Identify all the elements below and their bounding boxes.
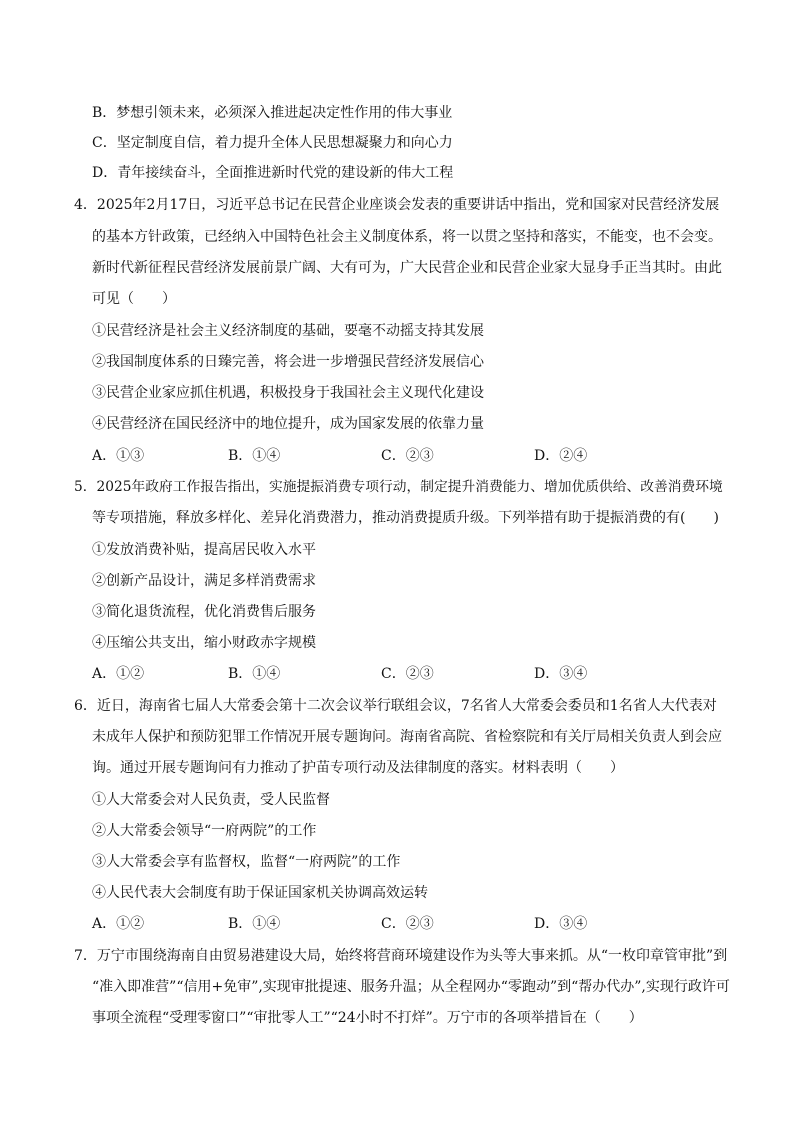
q4-stem-line-2: 的基本方针政策，已经纳入中国特色社会主义制度体系，将一以贯之坚持和落实，不能变，也不会变。 (92, 229, 722, 245)
q4-item-4: ④民营经济在国民经济中的地位提升，成为国家发展的依靠力量 (92, 416, 484, 432)
q6-stem-line-3: 询。通过开展专题询问有力推动了护苗专项行动及法律制度的落实。材料表明（ ） (92, 760, 624, 776)
q4-choice-a: A．①③ (92, 448, 145, 464)
q5-item-3: ③简化退货流程，优化消费售后服务 (92, 604, 316, 620)
q5-choice-a: A．①② (92, 666, 145, 682)
q5-item-2: ②创新产品设计，满足多样消费需求 (92, 573, 316, 589)
q7-stem-line-2: “准入即准营”“信用+免审”,实现审批提速、服务升温；从全程网办“零跑动”到“帮办代办”,实现行政许可 (92, 979, 730, 995)
q3-option-c: C．坚定制度自信，着力提升全体人民思想凝聚力和向心力 (92, 135, 453, 151)
q4-stem-line-4: 可见（ ） (92, 291, 176, 307)
q4-stem-line-3: 新时代新征程民营经济发展前景广阔、大有可为，广大民营企业和民营企业家大显身手正当其时。由此 (92, 260, 722, 276)
q6-item-1: ①人大常委会对人民负责，受人民监督 (92, 792, 330, 808)
q6-item-2: ②人大常委会领导“一府两院”的工作 (92, 823, 317, 839)
q3-option-d: D．青年接续奋斗，全面推进新时代党的建设新的伟大工程 (92, 165, 454, 181)
q6-choice-a: A．①② (92, 916, 145, 932)
q6-stem-line-2: 未成年人保护和预防犯罪工作情况开展专题询问。海南省高院、省检察院和有关厅局相关负责人到会应 (92, 729, 722, 745)
q6-item-3: ③人大常委会享有监督权，监督“一府两院”的工作 (92, 854, 401, 870)
q4-choice-c: C．②③ (381, 448, 434, 464)
q4-stem-line-1: 4．2025年2月17日，习近平总书记在民营企业座谈会发表的重要讲话中指出，党和国家对民营经济发展 (74, 197, 720, 213)
q4-item-2: ②我国制度体系的日臻完善，将会进一步增强民营经济发展信心 (92, 354, 484, 370)
q5-item-1: ①发放消费补贴，提高居民收入水平 (92, 542, 316, 558)
q4-choice-d: D．②④ (534, 448, 588, 464)
q5-choice-c: C．②③ (381, 666, 434, 682)
q4-item-1: ①民营经济是社会主义经济制度的基础，要毫不动摇支持其发展 (92, 323, 484, 339)
q6-choice-d: D．③④ (534, 916, 588, 932)
q5-choice-d: D．③④ (534, 666, 588, 682)
q7-stem-line-1: 7．万宁市围绕海南自由贸易港建设大局，始终将营商环境建设作为头等大事来抓。从“一枚印章管审批”到 (74, 948, 728, 964)
q7-stem-line-3: 事项全流程“受理零窗口”“审批零人工”“24小时不打烊”。万宁市的各项举措旨在（ ） (92, 1010, 643, 1026)
q6-item-4: ④人民代表大会制度有助于保证国家机关协调高效运转 (92, 885, 428, 901)
q5-item-4: ④压缩公共支出，缩小财政赤字规模 (92, 635, 316, 651)
q5-stem-line-2: 等专项措施，释放多样化、差异化消费潜力，推动消费提质升级。下列举措有助于提振消费的有( ) (92, 510, 719, 526)
q6-stem-line-1: 6．近日，海南省七届人大常委会第十二次会议举行联组会议，7名省人大常委会委员和1名省人大代表对 (74, 698, 717, 714)
q4-item-3: ③民营企业家应抓住机遇，积极投身于我国社会主义现代化建设 (92, 385, 484, 401)
q6-choice-b: B．①④ (228, 916, 281, 932)
q6-choice-c: C．②③ (381, 916, 434, 932)
q5-stem-line-1: 5．2025年政府工作报告指出，实施提振消费专项行动，制定提升消费能力、增加优质供给、改善消费环境 (74, 479, 723, 495)
q3-option-b: B．梦想引领未来，必须深入推进起决定性作用的伟大事业 (92, 105, 453, 121)
q5-choice-b: B．①④ (228, 666, 281, 682)
q4-choice-b: B．①④ (228, 448, 281, 464)
